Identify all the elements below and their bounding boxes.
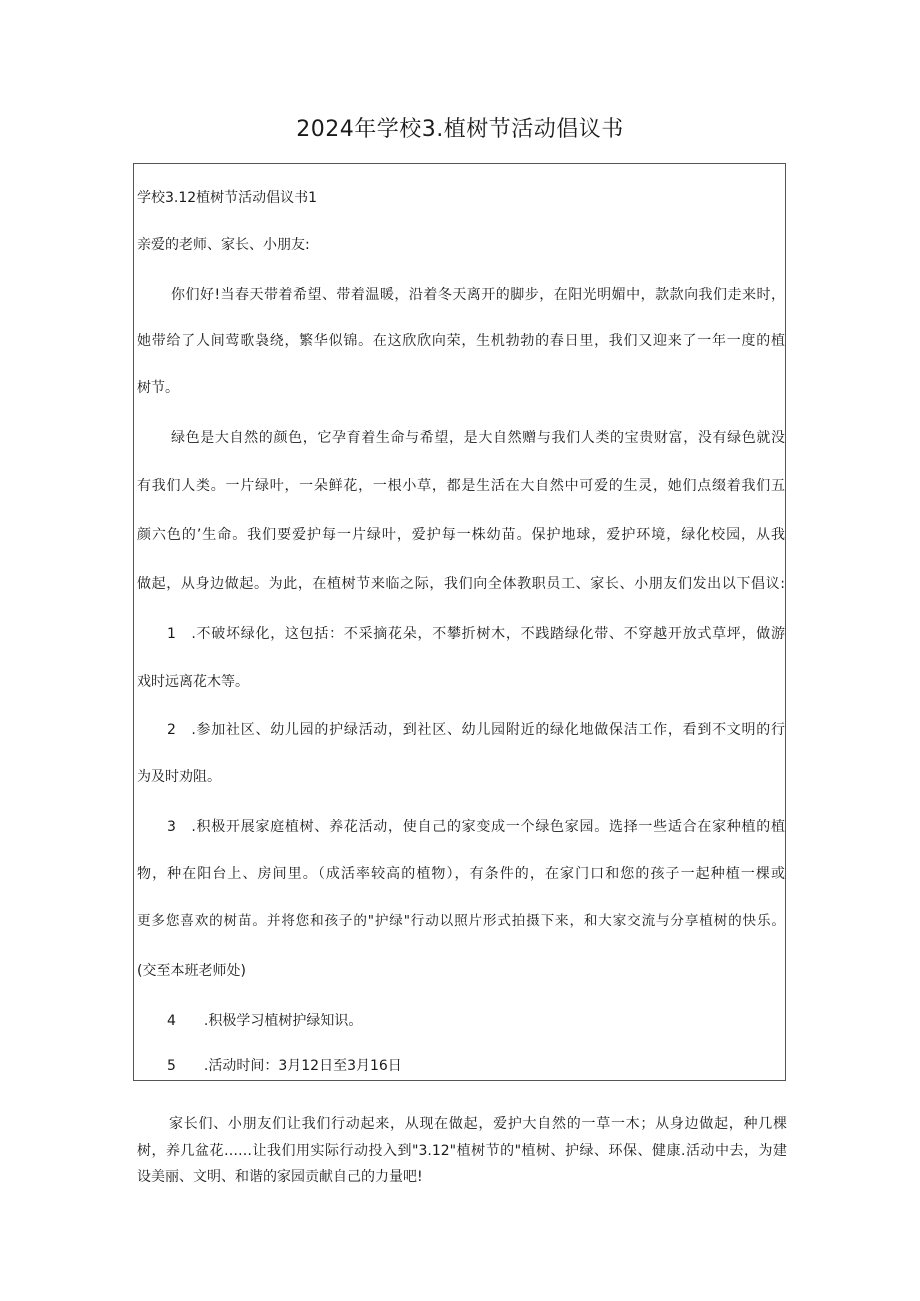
list-item-3-line-2: 物，种在阳台上、房间里。（成活率较高的植物），有条件的，在家门口和您的孩子一起种植一棵或 [137, 866, 785, 882]
list-item-3-line-1: 3 .积极开展家庭植树、养花活动，使自己的家变成一个绿色家园。选择一些适合在家种植的植 [167, 819, 785, 835]
document-title: 2024年学校3.植树节活动倡议书 [296, 117, 624, 142]
paragraph-1-line-3: 树节。 [137, 380, 179, 396]
paragraph-1-line-1: 你们好!当春天带着希望、带着温暖，沿着冬天离开的脚步，在阳光明媚中，款款向我们走来时， [171, 287, 785, 303]
section-heading: 学校3.12植树节活动倡议书1 [137, 190, 318, 206]
list-item-1-line-1: 1 .不破坏绿化，这包括：不采摘花朵，不攀折树木，不践踏绿化带、不穿越开放式草坪，做游 [167, 626, 785, 642]
list-item-3-line-3: 更多您喜欢的树苗。并将您和孩子的"护绿"行动以照片形式拍摄下来，和大家交流与分享植树的快乐。 [137, 913, 785, 929]
paragraph-2-line-1: 绿色是大自然的颜色，它孕育着生命与希望，是大自然赠与我们人类的宝贵财富，没有绿色就没 [171, 430, 785, 446]
salutation: 亲爱的老师、家长、小朋友: [137, 237, 310, 253]
closing-line-2: 树，养几盆花……让我们用实际行动投入到"3.12"植树节的"植树、护绿、环保、健康.活动中去，为建 [137, 1143, 787, 1159]
list-item-1-line-2: 戏时远离花木等。 [137, 674, 249, 690]
closing-line-3: 设美丽、文明、和谐的家园贡献自己的力量吧! [137, 1169, 423, 1185]
paragraph-2-line-2: 有我们人类。一片绿叶，一朵鲜花，一根小草，都是生活在大自然中可爱的生灵，她们点缀着我们五 [137, 478, 785, 494]
paragraph-2-line-4: 做起，从身边做起。为此，在植树节来临之际，我们向全体教职员工、家长、小朋友们发出以下倡议: [137, 576, 785, 592]
list-item-2-line-1: 2 .参加社区、幼儿园的护绿活动，到社区、幼儿园附近的绿化地做保洁工作，看到不文明的行 [167, 722, 785, 738]
closing-line-1: 家长们、小朋友们让我们行动起来，从现在做起，爱护大自然的一草一木；从身边做起，种几棵 [169, 1116, 787, 1132]
paragraph-2-line-3: 颜六色的’生命。我们要爱护每一片绿叶，爱护每一株幼苗。保护地球，爱护环境，绿化校园，从我 [137, 527, 785, 543]
list-item-4: 4 .积极学习植树护绿知识。 [167, 1013, 363, 1029]
list-item-2-line-2: 为及时劝阻。 [137, 769, 221, 785]
list-item-5: 5 .活动时间：3月12日至3月16日 [167, 1058, 402, 1074]
list-item-3-line-4: (交至本班老师处) [137, 963, 246, 979]
paragraph-1-line-2: 她带给了人间莺歌袅绕，繁华似锦。在这欣欣向荣，生机勃勃的春日里，我们又迎来了一年一度的植 [137, 333, 785, 349]
